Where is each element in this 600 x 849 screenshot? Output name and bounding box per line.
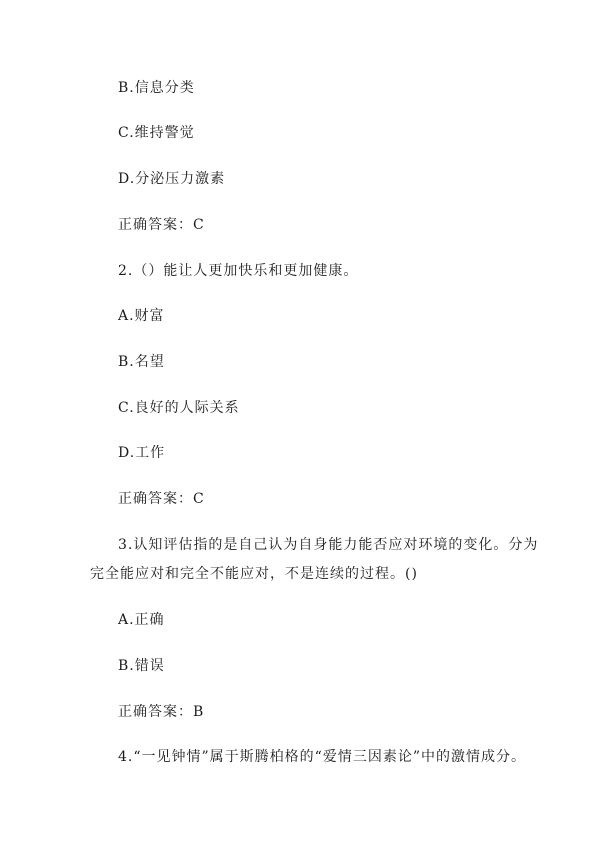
question-3-line-1: 3.认知评估指的是自己认为自身能力能否应对环境的变化。分为 — [118, 537, 539, 553]
option-c-q1: C.维持警觉 — [118, 125, 195, 141]
question-2: 2.（）能让人更加快乐和更加健康。 — [118, 263, 359, 279]
option-b-q1: B.信息分类 — [118, 80, 195, 96]
option-b-q2: B.名望 — [118, 354, 165, 370]
option-c-q2: C.良好的人际关系 — [118, 400, 240, 416]
answer-q3: 正确答案：B — [118, 704, 205, 720]
question-3-line-2: 完全能应对和完全不能应对，不是连续的过程。() — [90, 566, 418, 582]
question-4: 4.“一见钟情”属于斯腾柏格的“爱情三因素论”中的激情成分。 — [118, 749, 526, 765]
option-b-q3: B.错误 — [118, 658, 165, 674]
option-d-q1: D.分泌压力激素 — [118, 171, 226, 187]
answer-q2: 正确答案：C — [118, 491, 205, 507]
option-a-q2: A.财富 — [118, 308, 165, 324]
option-a-q3: A.正确 — [118, 612, 165, 628]
answer-q1: 正确答案：C — [118, 217, 205, 233]
option-d-q2: D.工作 — [118, 445, 166, 461]
